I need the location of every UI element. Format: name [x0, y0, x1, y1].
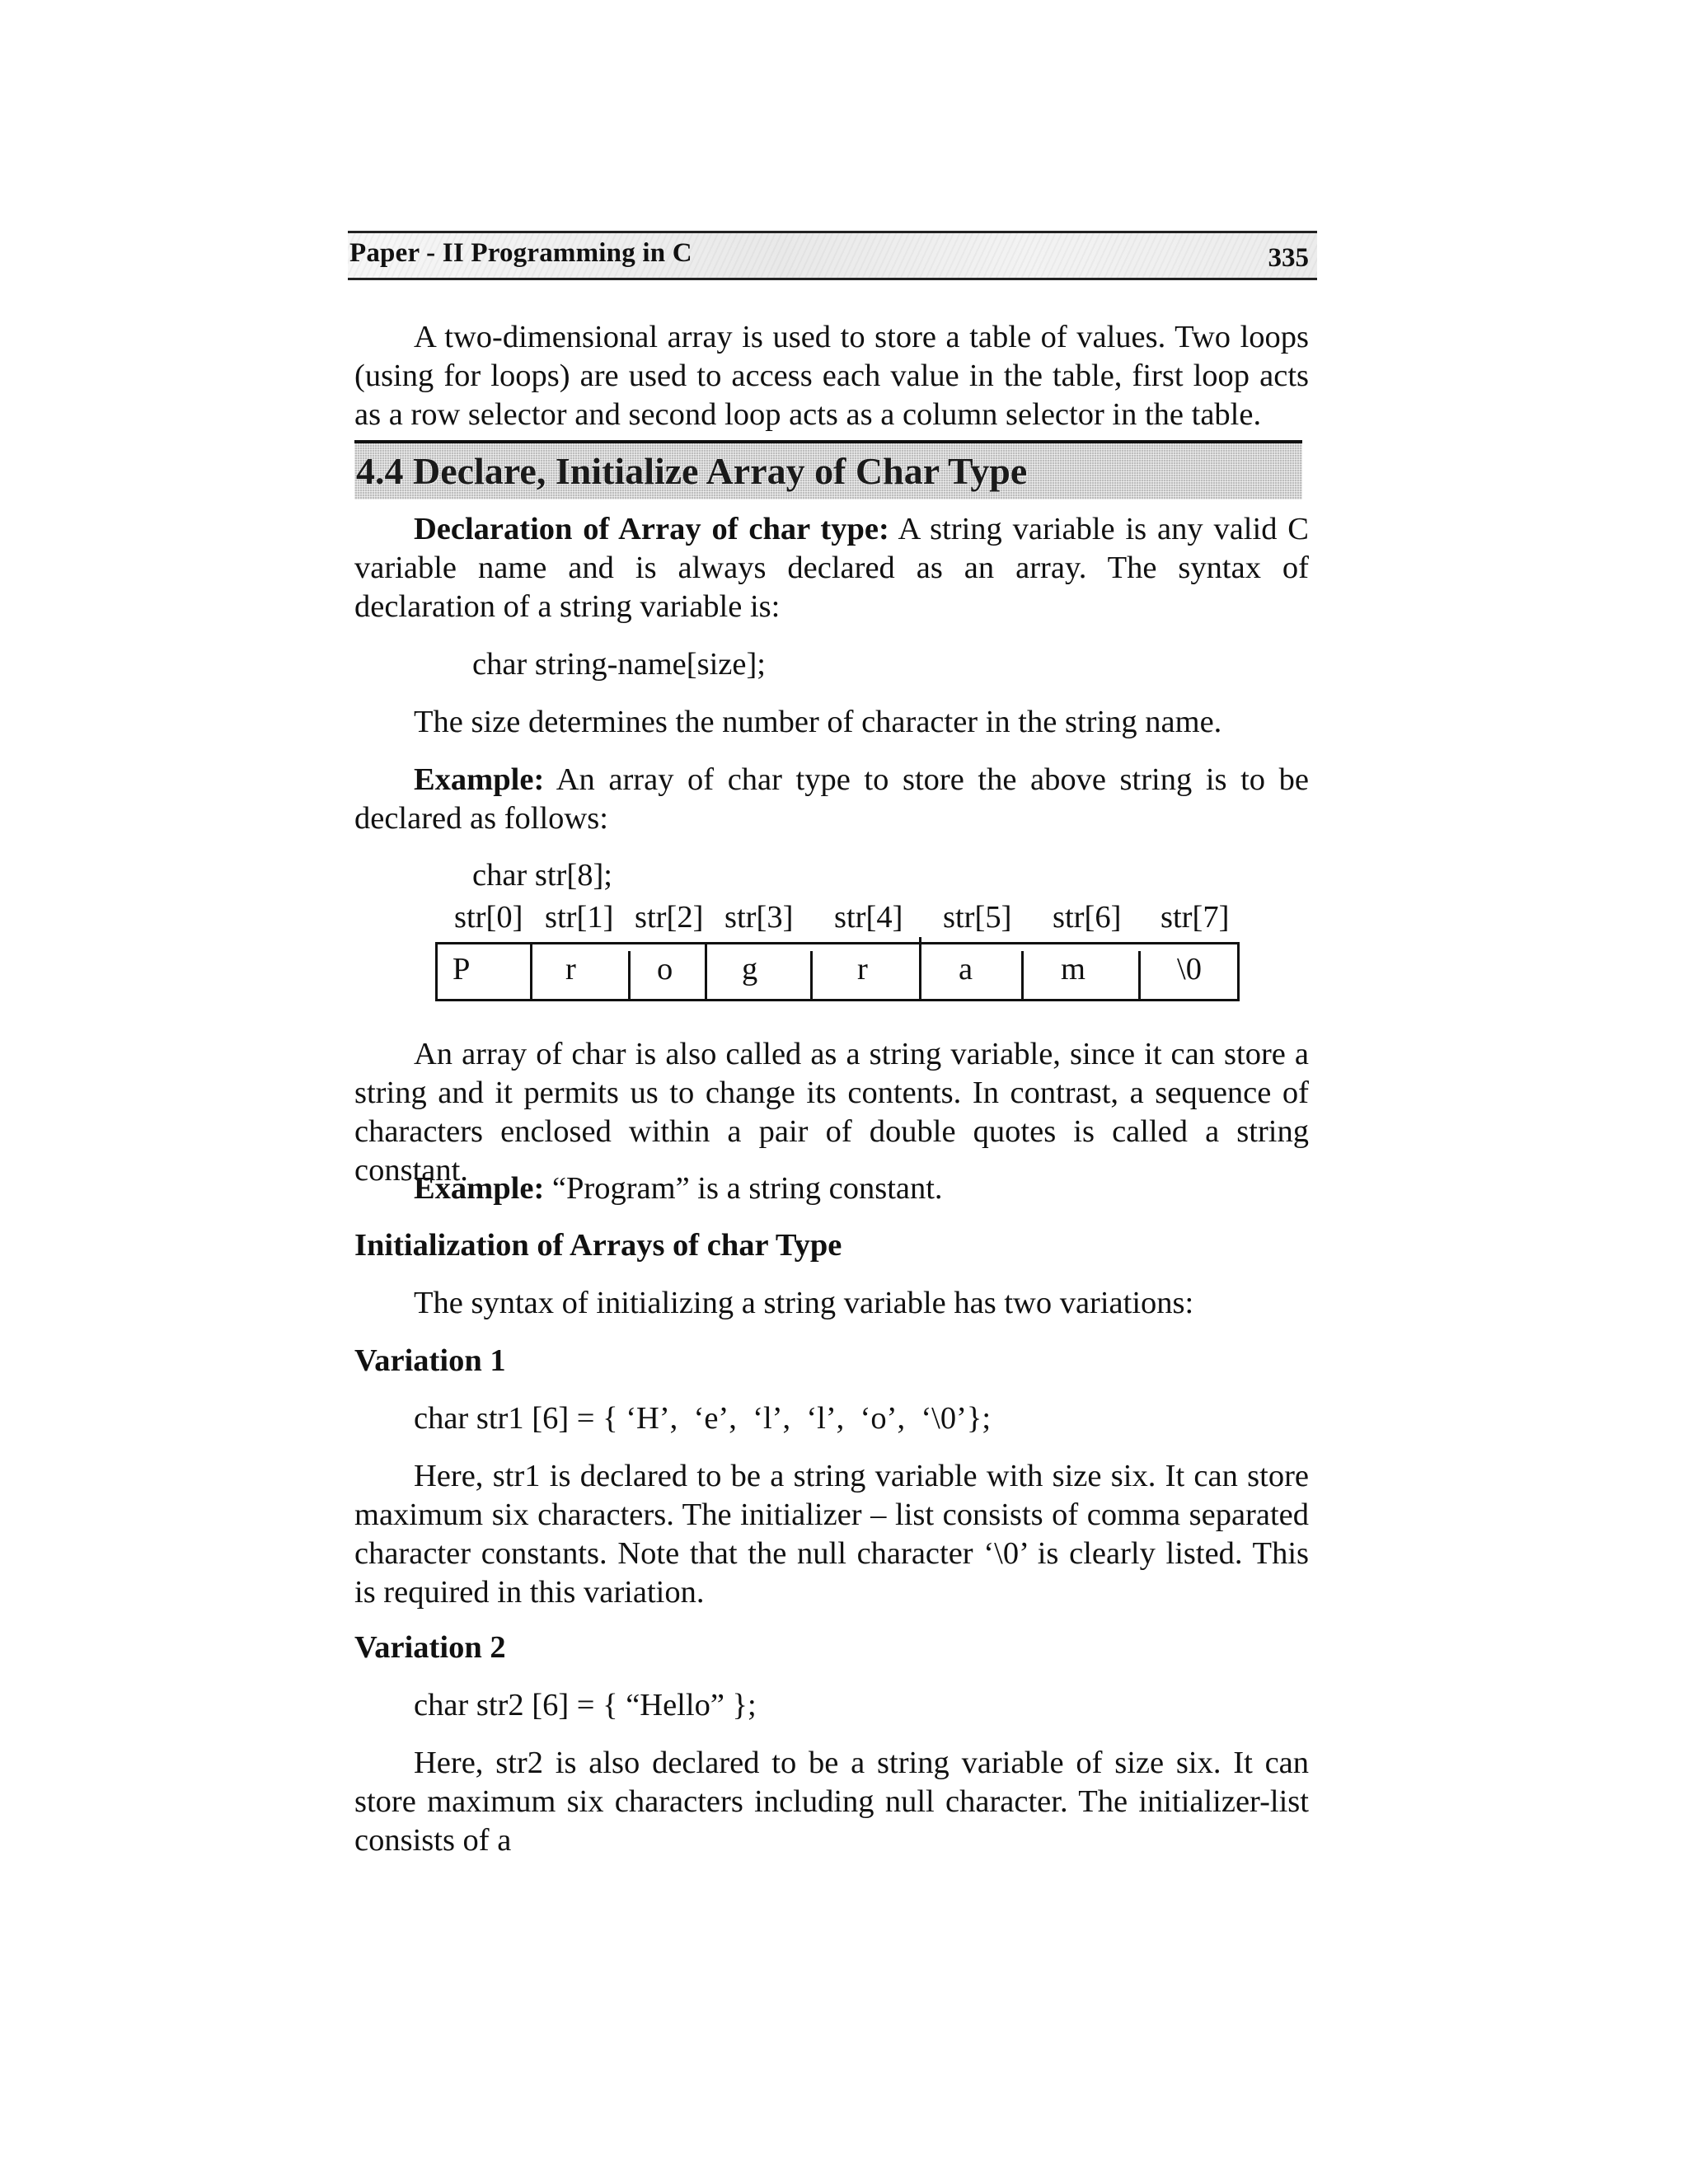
array-cell: o	[657, 952, 673, 987]
string-variable-paragraph: An array of char is also called as a string variable, since it can store a string and it permits us to change its contents. In contrast, a sequence of characters enclosed within a pair of double quotes is called a string constant.	[354, 1037, 1309, 1188]
cell-divider	[1138, 951, 1141, 999]
declaration-syntax: char string-name[size];	[472, 647, 766, 682]
initialization-heading: Initialization of Arrays of char Type	[354, 1228, 842, 1263]
cell-divider	[810, 951, 813, 999]
intro-paragraph: A two-dimensional array is used to store a table of values. Two loops (using for loops) are used to access each value in the table, first loop acts as a row selector and second loop acts as a column selector in the table.	[354, 320, 1309, 432]
cell-divider	[705, 944, 707, 999]
index-label: str[4]	[834, 900, 903, 935]
cell-divider	[530, 944, 532, 999]
section-heading	[354, 440, 1302, 499]
array-cell: a	[959, 952, 973, 987]
example2-text: “Program” is a string constant.	[544, 1171, 943, 1206]
index-label: str[2]	[635, 900, 704, 935]
index-label: str[1]	[545, 900, 614, 935]
variation2-code: char str2 [6] = { “Hello” };	[414, 1688, 757, 1722]
page-number: 335	[1268, 243, 1309, 273]
index-label: str[3]	[724, 900, 794, 935]
running-header	[348, 231, 1317, 280]
paper-title: Paper - II Programming in C	[349, 238, 692, 268]
example2-line	[414, 1169, 943, 1208]
index-label: str[6]	[1053, 900, 1122, 935]
cell-divider	[628, 951, 631, 999]
declaration-paragraph	[354, 510, 1309, 626]
variation1-paragraph: Here, str1 is declared to be a string variable with size six. It can store maximum six characters. The initializer – list consists of comma separated character constants. Note that the null character ‘\0’ is clearly listed. This is required in this variation.	[354, 1459, 1309, 1610]
section-heading-text: 4.4 Declare, Initialize Array of Char Type	[356, 450, 1028, 492]
array-cell: r	[857, 952, 868, 987]
variation2-paragraph: Here, str2 is also declared to be a string variable of size six. It can store maximum six characters including null character. The initializer-list consists of a	[354, 1746, 1309, 1858]
variation1-heading: Variation 1	[354, 1343, 506, 1378]
cell-divider	[1021, 951, 1024, 999]
index-label: str[0]	[454, 900, 523, 935]
array-cell: m	[1061, 952, 1085, 987]
declaration-label: Declaration of Array of char type:	[414, 512, 889, 546]
declaration-text: A string variable is any valid C variable name and is always declared as an array. The syntax of declaration of a string variable is:	[354, 512, 1309, 624]
initialization-intro: The syntax of initializing a string variable has two variations:	[414, 1286, 1194, 1320]
variation1-code: char str1 [6] = { ‘H’, ‘e’, ‘l’, ‘l’, ‘o’, ‘\0’};	[414, 1401, 992, 1436]
array-cell: g	[742, 952, 758, 987]
variation2-heading: Variation 2	[354, 1630, 506, 1665]
example-paragraph	[354, 761, 1309, 838]
example-code: char str[8];	[472, 858, 612, 893]
array-cell: P	[452, 952, 471, 987]
example2-label: Example:	[414, 1171, 545, 1206]
array-cell: r	[565, 952, 576, 987]
example-label: Example:	[414, 762, 545, 797]
array-cell: \0	[1177, 952, 1202, 987]
index-label: str[7]	[1160, 900, 1230, 935]
size-note: The size determines the number of character in the string name.	[414, 705, 1222, 739]
cell-divider	[919, 937, 921, 999]
example-text: An array of char type to store the above string is to be declared as follows:	[354, 762, 1309, 836]
char-array-table	[435, 942, 1240, 1001]
index-label: str[5]	[943, 900, 1012, 935]
